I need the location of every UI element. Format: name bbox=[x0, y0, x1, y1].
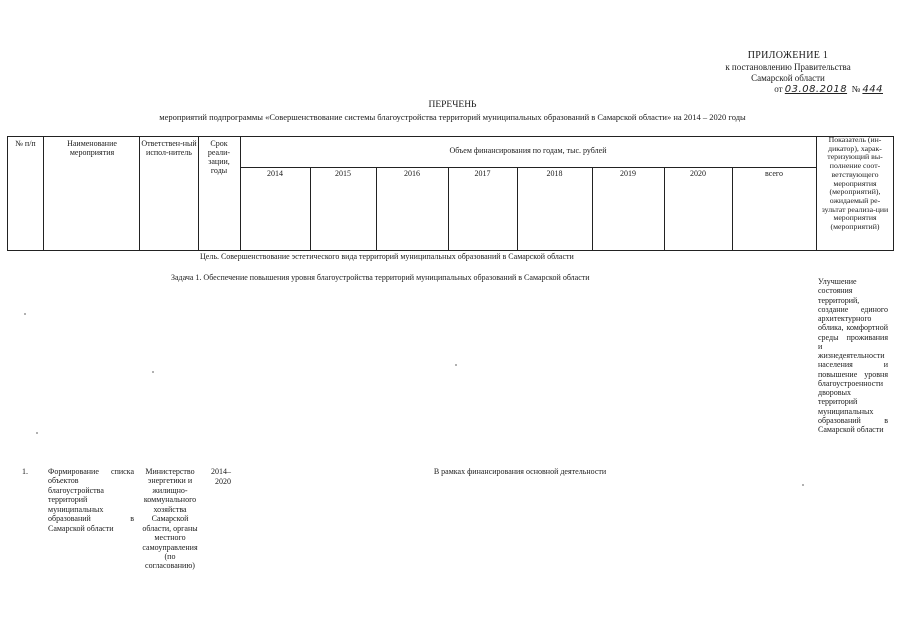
document-heading: ПЕРЕЧЕНЬ bbox=[428, 100, 477, 110]
handwritten-date: 03.08.2018 bbox=[784, 84, 848, 96]
year-2018: 2018 bbox=[546, 169, 563, 178]
year-2020: 2020 bbox=[690, 169, 706, 178]
year-2017: 2017 bbox=[474, 169, 491, 178]
year-2015: 2015 bbox=[335, 169, 351, 178]
header-num: № п/п bbox=[15, 139, 36, 148]
appendix-date-row bbox=[693, 84, 883, 96]
goal-text: Цель. Совершенствование эстетического вида территорий муниципальных образований в Самарской области bbox=[200, 252, 574, 261]
row1-funding-note: В рамках финансирования основной деятельности bbox=[433, 467, 607, 476]
header-executor: Ответствен-ный испол-нитель bbox=[141, 139, 197, 157]
header-table bbox=[7, 136, 894, 251]
appendix-line2: к постановлению Правительства bbox=[725, 62, 851, 73]
number-label: № bbox=[851, 84, 861, 95]
year-2019: 2019 bbox=[620, 169, 636, 178]
from-label: от bbox=[774, 84, 783, 95]
year-2016: 2016 bbox=[404, 169, 420, 178]
appendix-title: ПРИЛОЖЕНИЕ 1 bbox=[747, 50, 829, 61]
header-indicator: Показатель (ин-дикатор), харак-теризующий вы-полнение соот-ветствующего мероприятия (мероприятий), ожидаемый ре-зультат реализа-ции мероприятия (мероприятий) bbox=[821, 135, 889, 232]
year-total: всего bbox=[764, 169, 783, 178]
document-subheading: мероприятий подпрограммы «Совершенствование системы благоустройства территорий муниципальных образований в Самарской области» на 2014 – 2020 годы bbox=[159, 112, 746, 122]
header-funding: Объем финансирования по годам, тыс. рублей bbox=[449, 146, 607, 155]
row1-executor: Министерство энергетики и жилищно-коммунального хозяйства Самарской области, органы местного самоуправления (по согласованию) bbox=[142, 467, 198, 571]
handwritten-number: 444 bbox=[862, 84, 883, 96]
appendix-block bbox=[693, 50, 883, 96]
year-2014: 2014 bbox=[267, 169, 283, 178]
row1-period: 2014–2020 bbox=[211, 467, 231, 486]
task-indicator: Улучшение состояния территорий, создание единого архитектурного облика, комфортной среды проживания и жизнедеятельности населения и повышение уровня благоустроенности дворовых территорий муниципальных образований в Самарской области bbox=[818, 277, 888, 435]
task-text: Задача 1. Обеспечение повышения уровня благоустройства территорий муниципальных образований в Самарской области bbox=[171, 273, 590, 282]
row1-num: 1. bbox=[22, 467, 28, 476]
appendix-line3: Самарской области bbox=[751, 73, 825, 84]
header-name: Наименование мероприятия bbox=[67, 139, 117, 157]
header-period: Срок реали-зации, годы bbox=[207, 139, 231, 175]
row1-name: Формирование списка объектов благоустройства территорий муниципальных образований в Самарской области bbox=[48, 467, 134, 533]
